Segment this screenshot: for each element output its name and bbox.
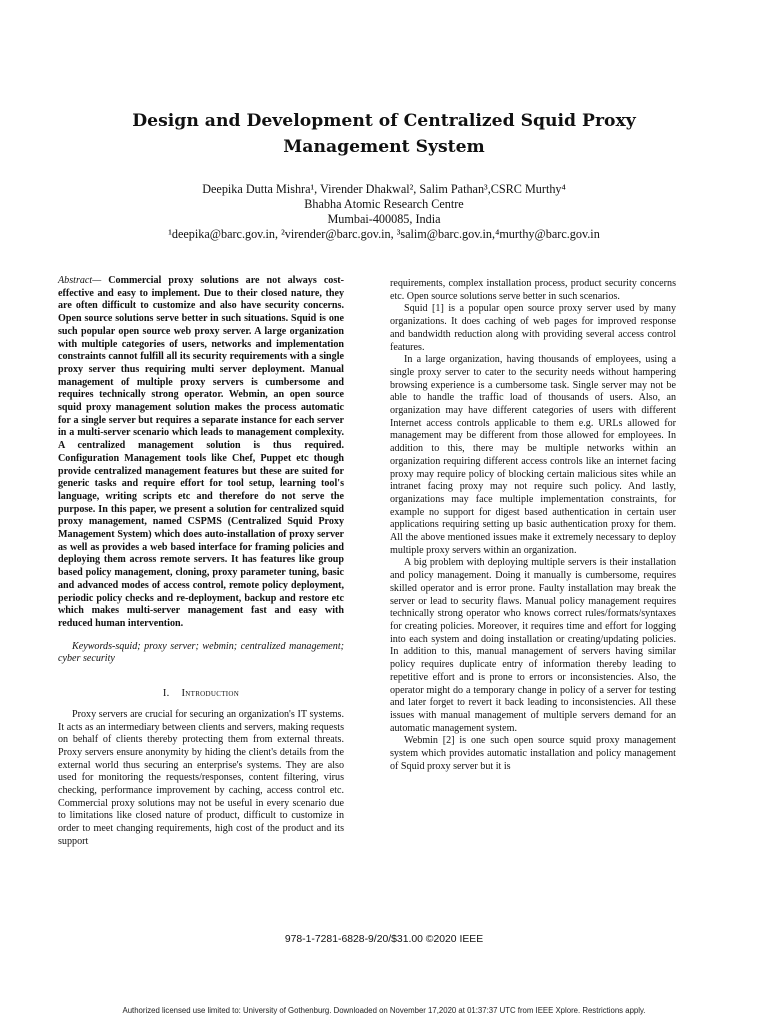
body-paragraph: Squid [1] is a popular open source proxy server used by many organizations. It does caching of web pages for improved response and bandwidth reduction along with providing several access control features.	[390, 303, 676, 353]
body-paragraph: Proxy servers are crucial for securing an organization's IT systems. It acts as an intermediary between clients and servers, making requests on behalf of clients thereby protecting them from external threats. Proxy servers ensure anonymity by hiding the client's details from the external world thus securing an enterprise's systems. They are also used for monitoring the requests/responses, content filtering, virus checking, performance improvement by caching, access control etc. Commercial proxy solutions may not be useful in every scenario due to limitations like closed nature of product, difficult to customize in order to meet changing requirements, high cost of the product and its support	[58, 708, 344, 847]
license-footer: Authorized licensed use limited to: University of Gothenburg. Downloaded on November 17,2020 at 01:37:37 UTC from IEEE Xplore. Restrictions apply.	[122, 1006, 646, 1015]
isbn-line: 978-1-7281-6828-9/20/$31.00 ©2020 IEEE	[284, 934, 484, 945]
author-block	[90, 182, 678, 242]
right-column	[390, 278, 676, 773]
keywords: Keywords-squid; proxy server; webmin; centralized management; cyber security	[58, 640, 344, 665]
body-paragraph: A big problem with deploying multiple servers is their installation and policy management. Doing it manually is cumbersome, requires skilled operator and is error prone. Faulty installation may break the server or lead to security flaws. Manual policy management requires technically strong operator who knows correct rules/formats/syntaxes for creating policies. Moreover, it requires time and effort for logging into each system and doing installation or creating/updating policies. In addition to this, manual management of servers having similar policy requires duplicate entry of information thereby leading to repetitive effort and is prone to errors or inconsistencies. Also, the operator might do a temporary change in policy of a server for testing and later forget to revert it back leading to inconsistencies. All these issues with manual management of multiple servers demand for an automatic management system.	[390, 557, 676, 734]
body-paragraph: Webmin [2] is one such open source squid proxy management system which provides automatic installation and policy management of Squid proxy server but it is	[390, 735, 676, 772]
author-emails: ¹deepika@barc.gov.in, ²virender@barc.gov.in, ³salim@barc.gov.in,⁴murthy@barc.gov.in	[168, 227, 600, 241]
affiliation: Bhabha Atomic Research Centre	[304, 197, 464, 211]
left-column	[58, 275, 344, 849]
section-number: I.	[162, 688, 170, 700]
abstract-lead: Abstract—	[58, 275, 102, 286]
abstract	[58, 275, 344, 631]
abstract-text: Commercial proxy solutions are not always cost-effective and easy to implement. Due to their closed nature, they are often difficult to customize and also have security concerns. Open source solutions serve better in such situations. Squid is one such popular open source web proxy server. A large organization with multiple categories of users, networks and implementation constraints cannot fulfill all its security requirements with a single proxy server thus requiring multi server deployment. Manual management of multiple proxy servers is cumbersome and requires technically strong operator. Webmin, an open source squid proxy management solution makes the process automatic for a single server but requires a separate instance for each server in a multi-server scenario which leads to management complexity. A centralized management solution is thus required. Configuration Management tools like Chef, Puppet etc though provide centralized management features but these are suited for generic tasks and require effort for tool setup, learning tool's language, writing scripts etc and therefore do not serve the purpose. In this paper, we present a solution for centralized squid proxy management, named CSPMS (Centralized Squid Proxy Management System) which does auto-installation of proxy server as well as provides a web based interface for framing policies and deploying them across remote servers. It has features like group based policy management, cloning, proxy parameter tuning, basic and advanced modes of access control, remote policy deployment, periodic policy checks and re-deployment, backup and restore etc which makes multi-server management fast and easy with reduced human intervention.	[58, 275, 345, 629]
section-title: Introduction	[181, 688, 240, 700]
body-paragraph: In a large organization, having thousands of employees, using a single proxy server to cater to the security needs without hampering browsing experience is a cumbersome task. Single server may not be able to handle the traffic load of thousands of users. Also, an organization may have different categories of users with different Internet access controls applicable to them e.g. URLs allowed for management may be different from those allowed for employees. In addition to this, there may be multiple networks within an organization requiring different access controls like an internet facing proxy may require policy of blocking certain malicious sites while an intranet facing proxy may not require such policy. And lastly, organizations may face multiple implementation constraints, for example no support for digest based authentication in certain user applications requiring setting up basic authentication proxy for them. All the above mentioned issues make it extremely necessary to deploy multiple proxy servers within an organization.	[390, 354, 676, 556]
paper-title: Design and Development of Centralized Squid Proxy Management System	[132, 111, 636, 157]
body-paragraph: requirements, complex installation process, product security concerns etc. Open source solutions serve better in such scenarios.	[390, 278, 676, 302]
author-names: Deepika Dutta Mishra¹, Virender Dhakwal², Salim Pathan³,CSRC Murthy⁴	[202, 182, 566, 196]
section-heading-introduction	[58, 688, 344, 701]
address: Mumbai-400085, India	[327, 212, 441, 226]
